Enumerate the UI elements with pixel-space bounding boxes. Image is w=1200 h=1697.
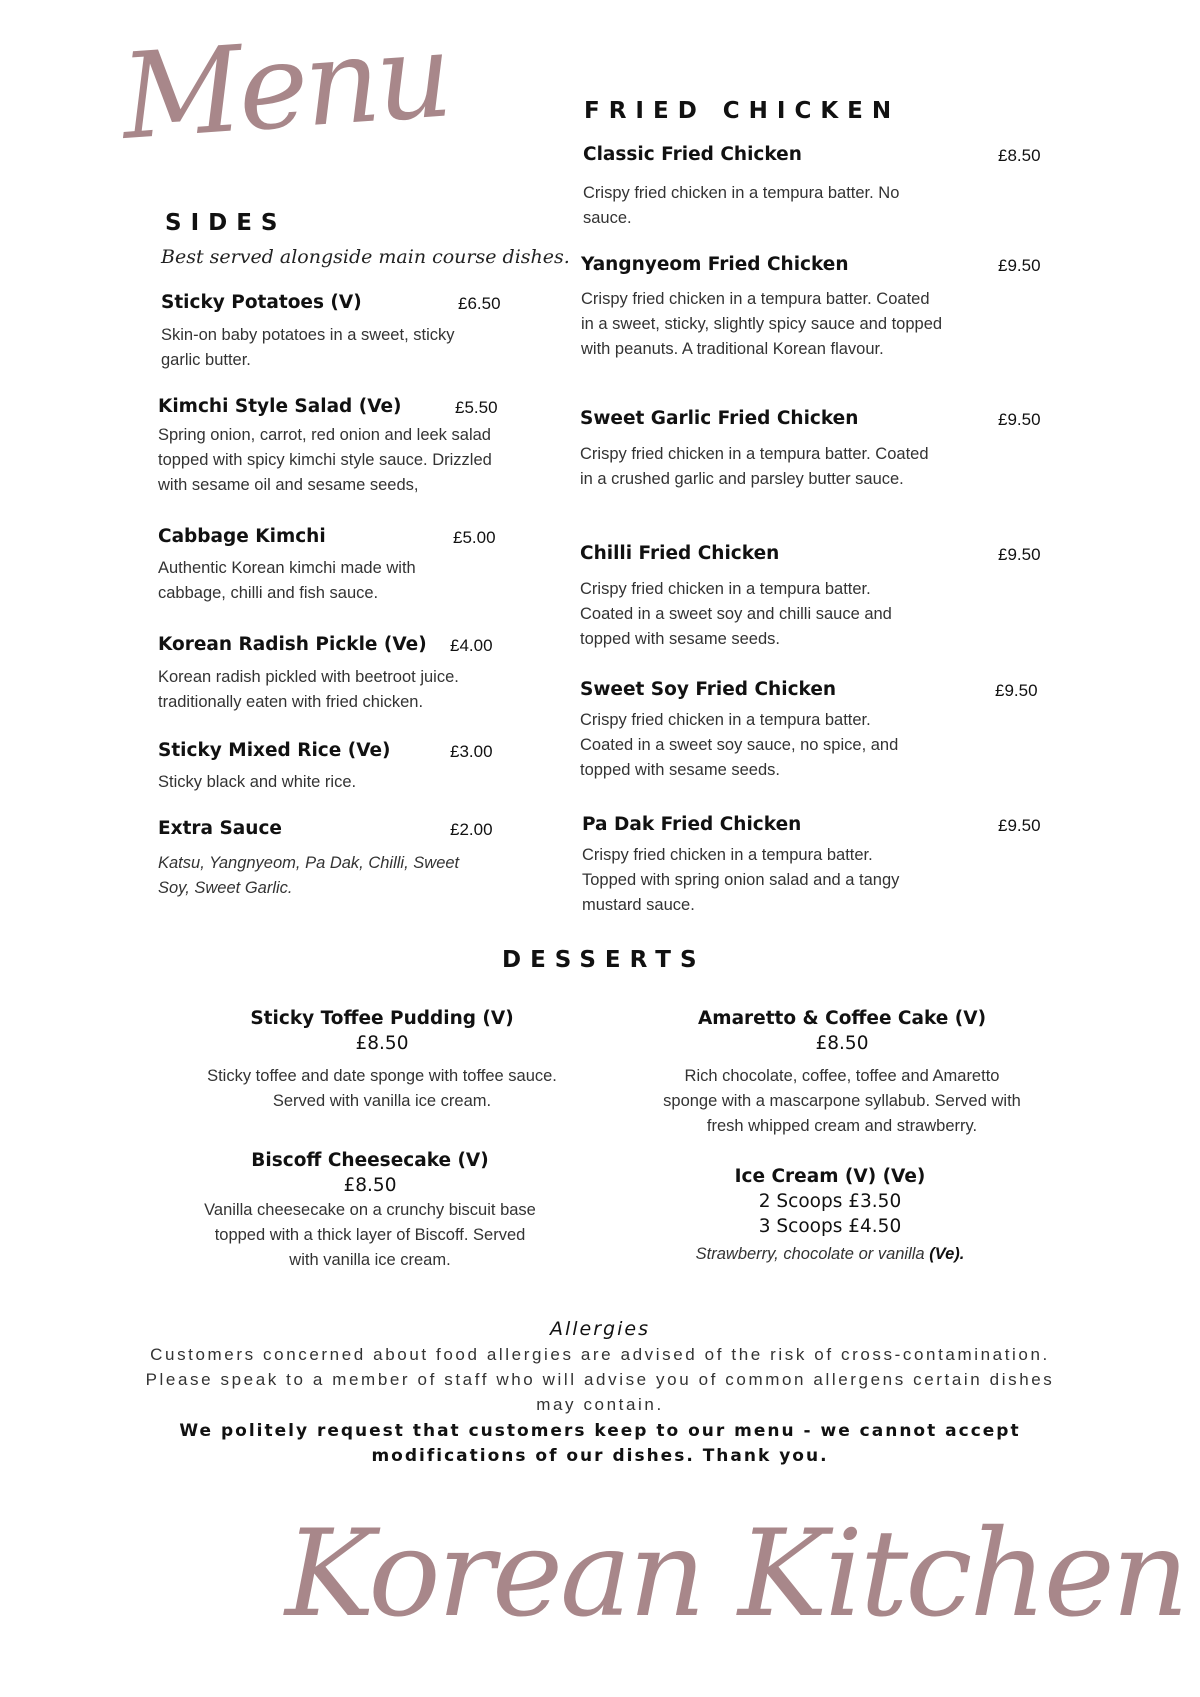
menu-title: Menu xyxy=(117,5,453,166)
item-price: £5.50 xyxy=(455,398,498,417)
item-name: Sweet Garlic Fried Chicken xyxy=(580,408,859,429)
item-description: Spring onion, carrot, red onion and leek salad topped with spicy kimchi style sauce. Drizzled with sesame oil and sesame seeds, xyxy=(158,426,492,494)
item-price: £3.00 xyxy=(450,742,493,761)
item-name: Sweet Soy Fried Chicken xyxy=(580,679,837,700)
item-price: £9.50 xyxy=(998,410,1041,429)
dessert-price: £8.50 xyxy=(815,1033,869,1054)
item-name: Kimchi Style Salad (Ve) xyxy=(158,396,402,417)
item-price: £9.50 xyxy=(998,256,1041,275)
item-description: Sticky black and white rice. xyxy=(158,773,357,791)
dessert-description: Sticky toffee and date sponge with toffee sauce. Served with vanilla ice cream. xyxy=(207,1067,557,1110)
item-description: Korean radish pickled with beetroot juice. traditionally eaten with fried chicken. xyxy=(158,668,459,711)
item-price: £8.50 xyxy=(998,146,1041,165)
item-price: £4.00 xyxy=(450,636,493,655)
allergies-request: We politely request that customers keep to our menu - we cannot accept modifications of our dishes. Thank you. xyxy=(179,1421,1021,1466)
dessert-price: £8.50 xyxy=(343,1175,397,1196)
item-price: £5.00 xyxy=(453,528,496,547)
note-text: Strawberry, chocolate or vanilla xyxy=(695,1245,925,1263)
allergies-text: Customers concerned about food allergies are advised of the risk of cross-contamination. Please speak to a member of staff who will advise you of common allergens certain dishes may contain. xyxy=(145,1345,1055,1414)
item-description: Crispy fried chicken in a tempura batter. Coated in a sweet soy and chilli sauce and topped with sesame seeds. xyxy=(580,580,892,648)
item-price: £6.50 xyxy=(458,294,501,313)
sides-heading: SIDES xyxy=(165,210,287,236)
item-name: Sticky Potatoes (V) xyxy=(161,292,362,313)
sides-subtitle: Best served alongside main course dishes. xyxy=(161,246,570,268)
dessert-price: £8.50 xyxy=(355,1033,409,1054)
item-description: Crispy fried chicken in a tempura batter. Coated in a sweet, sticky, slightly spicy sauce and topped with peanuts. A traditional Korean flavour. xyxy=(581,290,943,358)
dessert-item xyxy=(600,1166,1060,1264)
item-description: Crispy fried chicken in a tempura batter. Coated in a crushed garlic and parsley butter sauce. xyxy=(580,445,929,488)
dessert-name: Amaretto & Coffee Cake (V) xyxy=(697,1008,987,1029)
dessert-description: Rich chocolate, coffee, toffee and Amaretto sponge with a mascarpone syllabub. Served with fresh whipped cream and strawberry. xyxy=(663,1067,1021,1135)
item-name: Pa Dak Fried Chicken xyxy=(582,814,802,835)
item-price: £9.50 xyxy=(998,545,1041,564)
item-description: Authentic Korean kimchi made with cabbage, chilli and fish sauce. xyxy=(158,559,416,602)
allergies-title: Allergies xyxy=(550,1318,650,1340)
dessert-item xyxy=(140,1150,600,1273)
item-name: Classic Fried Chicken xyxy=(583,144,802,165)
dessert-name: Ice Cream (V) (Ve) xyxy=(734,1166,926,1187)
dessert-note xyxy=(600,1245,1060,1264)
item-name: Sticky Mixed Rice (Ve) xyxy=(158,740,391,761)
item-price: £2.00 xyxy=(450,820,493,839)
item-name: Yangnyeom Fried Chicken xyxy=(581,254,849,275)
item-name: Cabbage Kimchi xyxy=(158,526,326,547)
item-name: Korean Radish Pickle (Ve) xyxy=(158,634,427,655)
dessert-name: Sticky Toffee Pudding (V) xyxy=(250,1008,514,1029)
dessert-name: Biscoff Cheesecake (V) xyxy=(251,1150,489,1171)
dessert-description: Vanilla cheesecake on a crunchy biscuit base topped with a thick layer of Biscoff. Served with vanilla ice cream. xyxy=(204,1201,536,1269)
item-description: Crispy fried chicken in a tempura batter. Coated in a sweet soy sauce, no spice, and topped with sesame seeds. xyxy=(580,711,899,779)
item-price: £9.50 xyxy=(998,816,1041,835)
desserts-heading: DESSERTS xyxy=(502,947,706,973)
item-name: Extra Sauce xyxy=(158,818,282,839)
dessert-price: 2 Scoops £3.50 xyxy=(758,1191,902,1212)
brand-name: Korean Kitchen xyxy=(285,1505,1187,1644)
dessert-price: 3 Scoops £4.50 xyxy=(758,1216,902,1237)
allergies-section xyxy=(130,1318,1070,1469)
item-description: Skin-on baby potatoes in a sweet, sticky garlic butter. xyxy=(161,326,455,369)
item-description: Crispy fried chicken in a tempura batter. Topped with spring onion salad and a tangy mustard sauce. xyxy=(582,846,900,914)
fried-chicken-heading: FRIED CHICKEN xyxy=(584,98,901,124)
dessert-item xyxy=(612,1008,1072,1139)
item-name: Chilli Fried Chicken xyxy=(580,543,780,564)
note-bold: (Ve). xyxy=(929,1245,965,1263)
item-description: Katsu, Yangnyeom, Pa Dak, Chilli, Sweet Soy, Sweet Garlic. xyxy=(158,854,460,897)
dessert-item xyxy=(152,1008,612,1114)
item-description: Crispy fried chicken in a tempura batter. No sauce. xyxy=(583,184,900,227)
item-price: £9.50 xyxy=(995,681,1038,700)
